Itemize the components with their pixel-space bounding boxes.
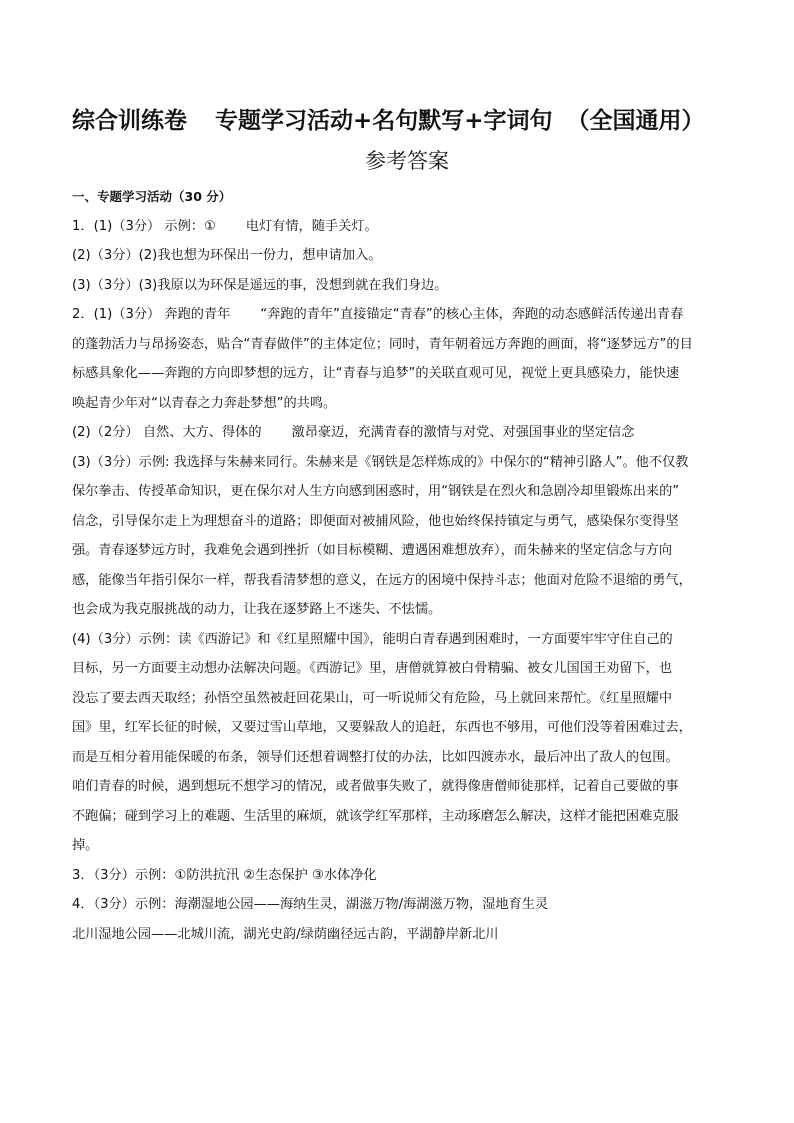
answer-line: 标感具象化——奔跑的方向即梦想的远方，让“青春与追梦”的关联直观可见，视觉上更具感染力，能快速 [72,366,680,381]
answer-line: 不跑偏；碰到学习上的难题、生活里的麻烦，就该学红军那样，主动琢磨怎么解决，这样才能把困难克服 [72,808,679,824]
answer-line: 唤起青少年对“以青春之力奔赴梦想”的共鸣。 [72,395,337,411]
answer-line: (3)（3分）(3)我原以为环保是遥远的事，没想到就在我们身边。 [72,277,448,293]
answer-line: 2．(1)（3分） 奔跑的青年 “奔跑的青年”直接锚定“青春”的核心主体，奔跑的动态感鲜活传递出青春 [72,307,684,322]
answer-line: 掉。 [72,838,99,853]
title-part-3: （全国通用） [566,108,705,134]
answer-line: 保尔拳击、传授革命知识，更在保尔对人生方向感到困惑时，用“钢铁是在烈火和急剧冷却里锻炼出来的” [72,484,680,499]
answer-line: 而是互相分着用能保暖的布条，领导们还想着调整打仗的办法，比如四渡赤水，最后冲出了敌人的包围。 [72,749,679,765]
answer-line: 的蓬勃活力与昂扬姿态，贴合“青春做伴”的主体定位；同时，青年朝着远方奔跑的画面，将“逐梦远方”的目 [72,336,693,352]
answer-line: 强。青春逐梦远方时，我难免会遇到挫折（如目标模糊、遭遇困难想放弃），而朱赫来的坚定信念与方向 [72,543,673,558]
answer-body [72,182,732,949]
answer-line: (2)（2分） 自然、大方、得体的 激昂豪迈，充满青春的激情与对党、对强国事业的坚定信念 [72,425,635,440]
answer-line: (2)（3分）(2)我也想为环保出一份力，想申请加入。 [72,248,382,263]
answer-line: 也会成为我克服挑战的动力，让我在逐梦路上不迷失、不怯懦。 [72,602,442,617]
answer-line: 3．（3分）示例：①防洪抗汛 ②生态保护 ③水体净化 [72,867,377,883]
answer-line: (4)（3分）示例：读《西游记》和《红星照耀中国》，能明白青春遇到困难时，一方面要牢牢守住自己的 [72,631,673,647]
answer-line: 4．（3分）示例：海潮湿地公园——海纳生灵，湖滋万物/海湖滋万物，湿地育生灵 [72,897,549,912]
subtitle-text: 参考答案 [365,149,449,173]
title-part-1: 综合训练卷 [72,108,187,134]
section-heading: 一、专题学习活动（30 分） [72,189,232,204]
answer-line: 目标，另一方面要主动想办法解决问题。《西游记》里，唐僧就算被白骨精骗、被女儿国国王劝留下，也 [72,661,673,676]
page-subtitle [0,145,794,175]
answer-line: 没忘了要去西天取经；孙悟空虽然被赶回花果山，可一听说师父有危险，马上就回来帮忙。《红星照耀中 [72,690,673,706]
answer-line: 信念，引导保尔走上为理想奋斗的道路；即便面对被捕风险，他也始终保持镇定与勇气，感染保尔变得坚 [72,513,679,529]
answer-line: 北川湿地公园——北城川流，湖光史韵/绿荫幽径远古韵，平湖静岸新北川 [72,926,499,942]
answer-line: 国》里，红军长征的时候，又要过雪山草地，又要躲敌人的追赶，东西也不够用，可他们没等着困难过去， [72,720,692,735]
title-part-2: 专题学习活动+名句默写+字词句 [215,108,553,134]
answer-line: (3)（3分）示例: 我选择与朱赫来同行。朱赫来是《钢铁是怎样炼成的》中保尔的“精神引路人”。他不仅教 [72,454,689,470]
answer-line: 咱们青春的时候，遇到想玩不想学习的情况，或者做事失败了，就得像唐僧师徒那样，记着自己要做的事 [72,779,679,794]
page-title [72,102,752,135]
answer-line: 感，能像当年指引保尔一样，帮我看清梦想的意义，在远方的困境中保持斗志；他面对危险不退缩的勇气， [72,572,692,588]
answer-line: 1．(1)（3分） 示例：① 电灯有情，随手关灯。 [72,218,378,234]
